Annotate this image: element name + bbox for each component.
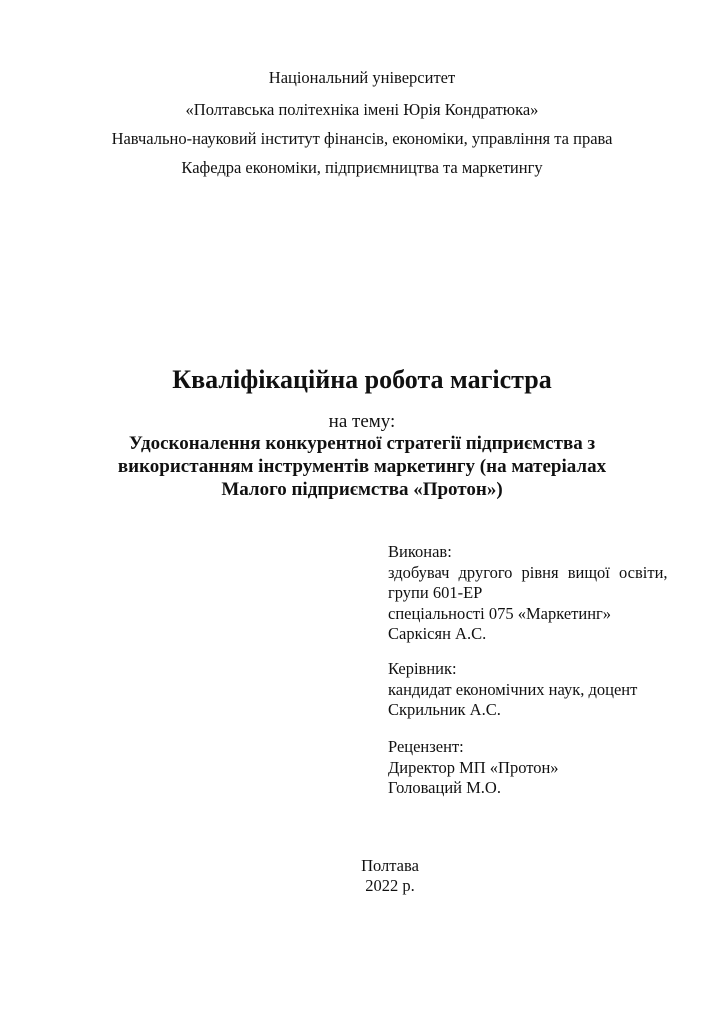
topic-label: на тему: bbox=[328, 411, 396, 432]
work-title: Кваліфікаційна робота магістра bbox=[172, 365, 552, 394]
author-specialty: спеціальності 075 «Маркетинг» bbox=[388, 603, 612, 623]
author-group: групи 601-ЕР bbox=[388, 583, 483, 602]
reviewer-name: Головаций М.О. bbox=[388, 778, 501, 797]
footer-year: 2022 р. bbox=[365, 876, 415, 895]
author-degree: здобувач другого рівня вищої освіти, bbox=[388, 562, 668, 582]
author-label: Виконав: bbox=[388, 542, 452, 561]
topic-line-2: використанням інструментів маркетингу (на матеріалах bbox=[117, 456, 607, 477]
author-name: Саркісян А.С. bbox=[388, 624, 487, 643]
reviewer-position: Директор МП «Протон» bbox=[388, 757, 559, 777]
university-name-line: «Полтавська політехніка імені Юрія Кондратюка» bbox=[185, 100, 539, 119]
university-line: Національний університет bbox=[268, 68, 456, 87]
supervisor-title: кандидат економічних наук, доцент bbox=[388, 679, 638, 699]
supervisor-block bbox=[388, 659, 678, 721]
reviewer-block bbox=[388, 737, 678, 799]
footer-city: Полтава bbox=[361, 856, 419, 875]
institute-line: Навчально-науковий інститут фінансів, економіки, управління та права bbox=[111, 129, 613, 148]
department-line: Кафедра економіки, підприємництва та маркетингу bbox=[181, 158, 543, 177]
supervisor-name: Скрильник А.С. bbox=[388, 700, 501, 719]
topic-line-3: Малого підприємства «Протон») bbox=[221, 479, 503, 500]
author-block bbox=[388, 542, 678, 645]
topic-text bbox=[0, 432, 724, 501]
topic-line-1: Удосконалення конкурентної стратегії підприємства з bbox=[128, 433, 596, 454]
reviewer-label: Рецензент: bbox=[388, 737, 464, 756]
supervisor-label: Керівник: bbox=[388, 659, 457, 678]
